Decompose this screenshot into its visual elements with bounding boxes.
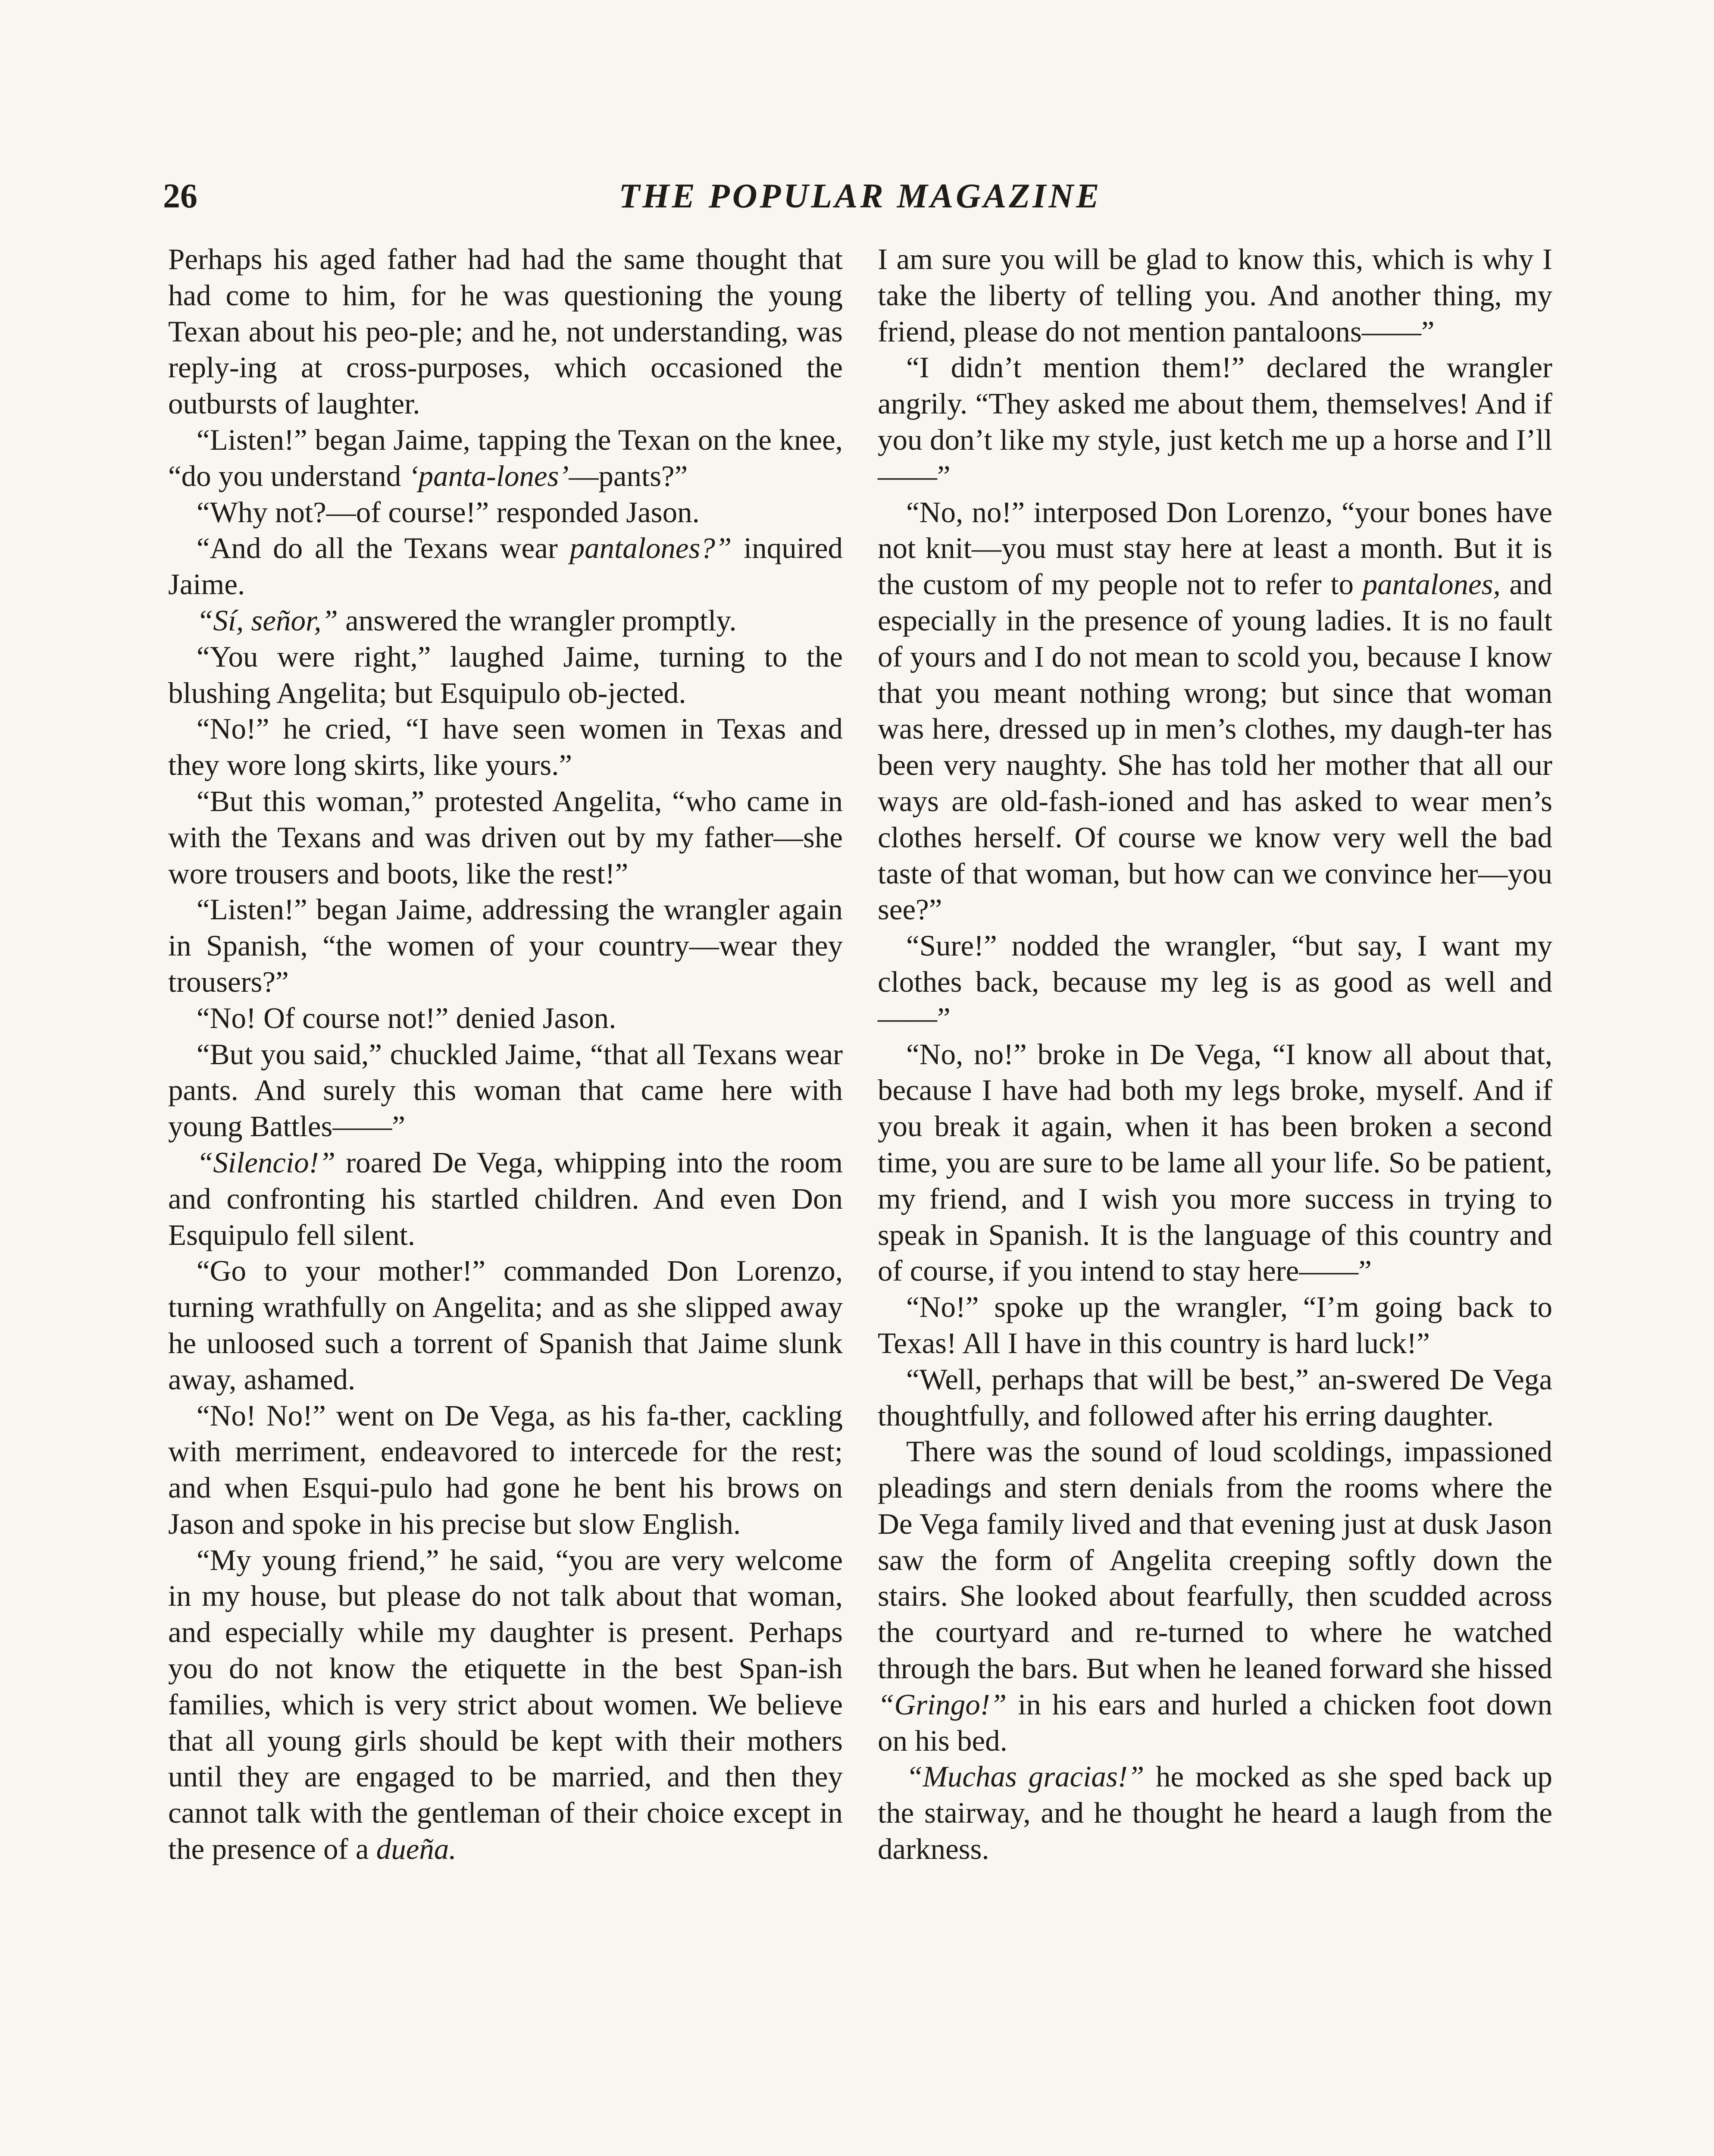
paragraph: “No! No!” went on De Vega, as his fa-ther, cackling with merriment, endeavored to intercede for the rest; and when Esqui-pulo had gone he bent his brows on Jason and spoke in his precise but slow English. [168, 1399, 843, 1540]
paragraph: “No! Of course not!” denied Jason. [197, 1001, 616, 1034]
right-column [878, 241, 1552, 1868]
paragraph: “Sí, señor,” answered the wrangler promptly. [197, 604, 737, 637]
paragraph: “No!” he cried, “I have seen women in Texas and they wore long skirts, like yours.” [168, 712, 843, 782]
paragraph: “Listen!” began Jaime, tapping the Texan on the knee, “do you understand ‘panta-lones’—pants?” [168, 423, 843, 492]
paragraph: “No, no!” broke in De Vega, “I know all about that, because I have had both my legs broke, myself. And if you break it again, when it has been broken a second time, you are sure to be lame all your life. So be patient, my friend, and I wish you more success in trying to speak in Spanish. It is the language of this country and of course, if you intend to stay here——” [878, 1037, 1552, 1288]
paragraph: Perhaps his aged father had had the same thought that had come to him, for he was questioning the young Texan about his peo-ple; and he, not understanding, was reply-ing at cross-purposes, which occasioned the outbursts of laughter. [168, 243, 843, 420]
paragraph: “Listen!” began Jaime, addressing the wrangler again in Spanish, “the women of your country—wear they trousers?” [168, 893, 843, 998]
paragraph: “And do all the Texans wear pantalones?” inquired Jaime. [168, 532, 843, 601]
left-column [168, 241, 843, 1868]
paragraph: “But you said,” chuckled Jaime, “that all Texans wear pants. And surely this woman that came here with young Battles——” [168, 1037, 843, 1143]
paragraph: “No, no!” interposed Don Lorenzo, “your bones have not knit—you must stay here at least a month. But it is the custom of my people not to refer to pantalones, and especially in the presence of young ladies. It is no fault of yours and I do not mean to scold you, because I know that you meant nothing wrong; but since that woman was here, dressed up in men’s clothes, my daugh-ter has been very naughty. She has told her mother that all our ways are old-fash-ioned and has asked to wear men’s clothes herself. Of course we know very well the bad taste of that woman, but how can we convince her—you see?” [878, 495, 1552, 926]
paragraph: “But this woman,” protested Angelita, “who came in with the Texans and was driven out by my father—she wore trousers and boots, like the rest!” [168, 784, 843, 890]
paragraph: “You were right,” laughed Jaime, turning to the blushing Angelita; but Esquipulo ob-jected. [168, 640, 843, 709]
paragraph: I am sure you will be glad to know this, which is why I take the liberty of telling you. And another thing, my friend, please do not mention pantaloons——” [878, 243, 1552, 348]
paragraph: “My young friend,” he said, “you are very welcome in my house, but please do not talk about that woman, and especially while my daughter is present. Perhaps you do not know the etiquette in the best Span-ish families, which is very strict about women. We believe that all young girls should be kept with their mothers until they are engaged to be married, and then they cannot talk with the gentleman of their choice except in the presence of a dueña. [168, 1543, 843, 1866]
paragraph: “Sure!” nodded the wrangler, “but say, I want my clothes back, because my leg is as good as well and——” [878, 929, 1552, 1034]
paragraph: “Well, perhaps that will be best,” an-swered De Vega thoughtfully, and followed after his erring daughter. [878, 1363, 1552, 1432]
paragraph: “Muchas gracias!” he mocked as she sped back up the stairway, and he thought he heard a laugh from the darkness. [878, 1760, 1553, 1866]
paragraph: “Silencio!” roared De Vega, whipping into the room and confronting his startled children. And even Don Esquipulo fell silent. [168, 1146, 843, 1251]
page-header [163, 172, 1558, 220]
paragraph: “Go to your mother!” commanded Don Lorenzo, turning wrathfully on Angelita; and as she slipped away he unloosed such a torrent of Spanish that Jaime slunk away, ashamed. [168, 1254, 843, 1396]
paragraph: There was the sound of loud scoldings, impassioned pleadings and stern denials from the rooms where the De Vega family lived and that evening just at dusk Jason saw the form of Angelita creeping softly down the stairs. She looked about fearfully, then scudded across the courtyard and re-turned to where he watched through the bars. But when he leaned forward she hissed “Gringo!” in his ears and hurled a chicken foot down on his bed. [878, 1435, 1552, 1757]
page-number: 26 [163, 177, 197, 215]
running-head: THE POPULAR MAGAZINE [619, 177, 1102, 215]
paragraph: “Why not?—of course!” responded Jason. [197, 495, 700, 529]
paragraph: “I didn’t mention them!” declared the wrangler angrily. “They asked me about them, themselves! And if you don’t like my style, just ketch me up a horse and I’ll——” [878, 351, 1552, 492]
paragraph: “No!” spoke up the wrangler, “I’m going back to Texas! All I have in this country is hard luck!” [878, 1291, 1552, 1360]
